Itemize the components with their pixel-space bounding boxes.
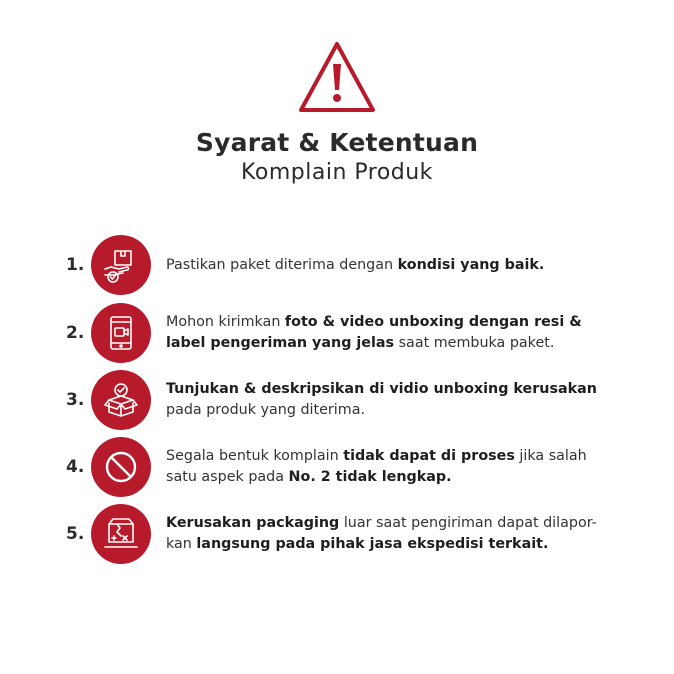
item-text: [166, 504, 621, 564]
item-text: [166, 235, 621, 295]
item-description: Segala bentuk komplain tidak dapat di proses jika salah satu aspek pada No. 2 tidak lengkap.: [166, 448, 587, 485]
term-item-5: [0, 504, 674, 564]
item-description: Mohon kirimkan foto & video unboxing dengan resi & label pengeriman yang jelas saat membuka paket.: [166, 314, 582, 351]
item-text: [166, 437, 621, 497]
prohibited-icon: [91, 437, 151, 497]
item-description: Tunjukan & deskripsikan di vidio unboxing kerusakan pada produk yang diterima.: [166, 381, 597, 418]
item-number: 1.: [66, 255, 85, 275]
page-subtitle: Komplain Produk: [241, 160, 433, 185]
item-number: 5.: [66, 524, 85, 544]
damaged-package-icon: [91, 504, 151, 564]
warning-triangle-icon: [298, 40, 376, 114]
item-number: 4.: [66, 457, 85, 477]
term-item-4: [0, 437, 674, 497]
term-item-3: [0, 370, 674, 430]
phone-video-icon: [91, 303, 151, 363]
package-hand-check-icon: [91, 235, 151, 295]
item-text: [166, 370, 621, 430]
term-item-1: [0, 235, 674, 295]
item-description: Kerusakan packaging luar saat pengiriman dapat dilapor-kan langsung pada pihak jasa ekspedisi terkait.: [166, 515, 597, 552]
term-item-2: [0, 303, 674, 363]
item-number: 3.: [66, 390, 85, 410]
item-number: 2.: [66, 323, 85, 343]
open-box-check-icon: [91, 370, 151, 430]
page-title: Syarat & Ketentuan: [195, 128, 479, 157]
item-text: [166, 303, 621, 363]
item-description: Pastikan paket diterima dengan kondisi yang baik.: [166, 256, 545, 273]
